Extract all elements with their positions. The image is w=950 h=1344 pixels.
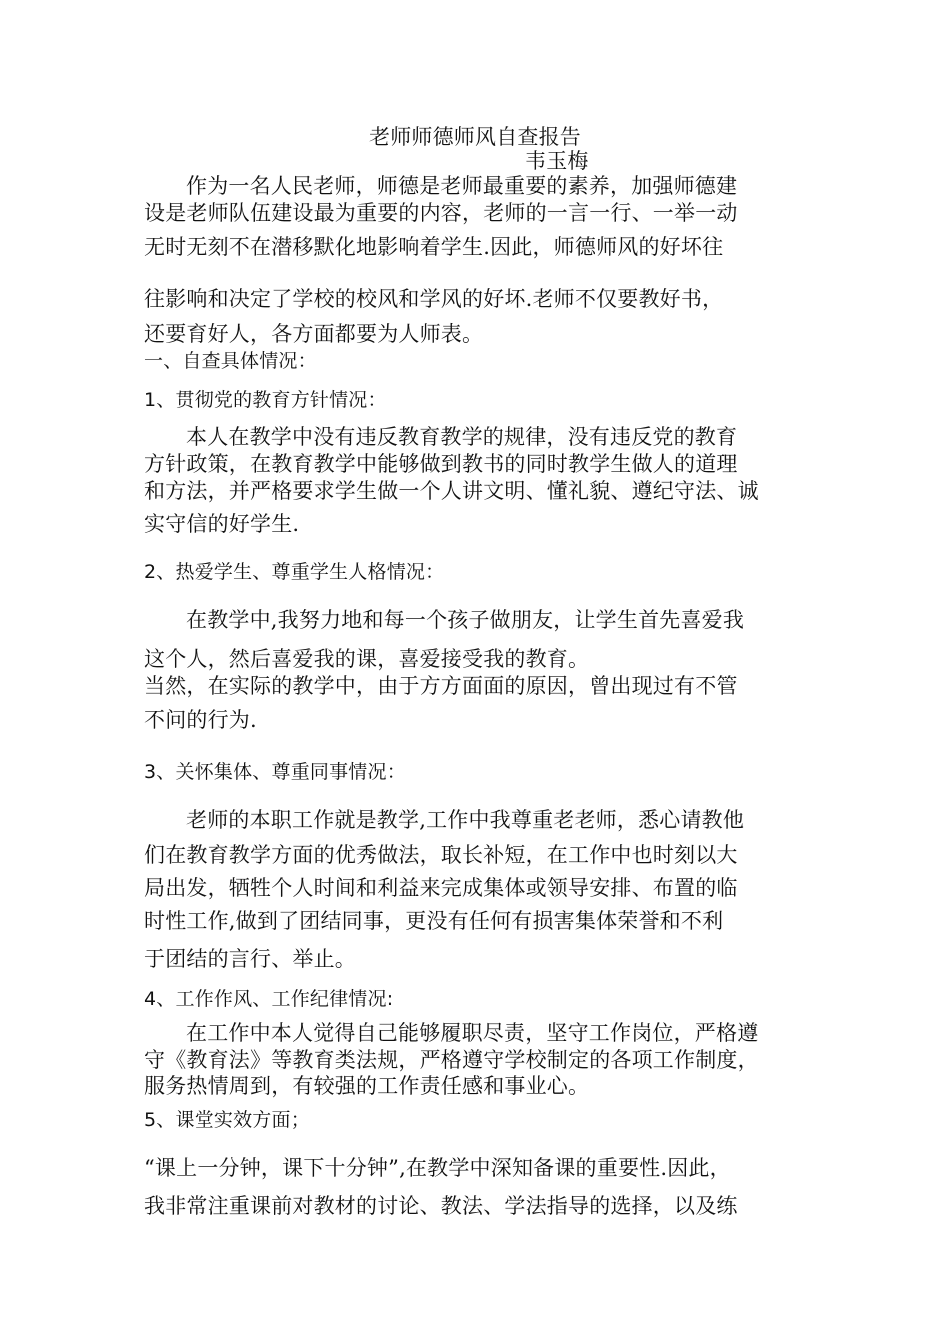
paragraph-line: 本人在教学中没有违反教育教学的规律，没有违反党的教育 [186,425,738,449]
paragraph-line: “课上一分钟，课下十分钟”,在教学中深知备课的重要性.因此， [144,1156,731,1180]
paragraph-line: 们在教育教学方面的优秀做法，取长补短，在工作中也时刻以大 [144,843,738,867]
document-author: 韦玉梅 [525,149,589,173]
subsection-heading: 1、贯彻党的教育方针情况： [144,389,387,411]
subsection-heading: 5、课堂实效方面； [144,1109,310,1131]
subsection-heading: 4、工作作风、工作纪律情况: [144,988,394,1010]
paragraph-line: 守《教育法》等教育类法规，严格遵守学校制定的各项工作制度， [144,1048,759,1072]
paragraph-line: 服务热情周到，有较强的工作责任感和事业心。 [144,1074,590,1098]
subsection-heading: 2、热爱学生、尊重学生人格情况： [144,561,445,583]
paragraph-line: 还要育好人，各方面都要为人师表。 [144,322,484,346]
paragraph-line: 我非常注重课前对教材的讨论、教法、学法指导的选择，以及练 [144,1194,738,1218]
section-heading: 一、自查具体情况： [144,350,317,372]
paragraph-line: 局出发，牺牲个人时间和利益来完成集体或领导安排、布置的临 [144,876,738,900]
paragraph-line: 方针政策，在教育教学中能够做到教书的同时教学生做人的道理 [144,452,738,476]
paragraph-line: 在教学中,我努力地和每一个孩子做朋友，让学生首先喜爱我 [186,608,745,632]
paragraph-line: 这个人，然后喜爱我的课，喜爱接受我的教育。 [144,647,590,671]
subsection-heading: 3、关怀集体、尊重同事情况： [144,761,406,783]
paragraph-line: 实守信的好学生. [144,512,300,536]
paragraph-line: 在工作中本人觉得自己能够履职尽责，坚守工作岗位，严格遵 [186,1021,759,1045]
document-title: 老师师德师风自查报告 [369,125,581,149]
paragraph-line: 作为一名人民老师，师德是老师最重要的素养，加强师德建 [186,174,738,198]
paragraph-line: 往影响和决定了学校的校风和学风的好坏.老师不仅要教好书， [144,287,724,311]
paragraph-line: 于团结的言行、举止。 [144,947,356,971]
paragraph-line: 设是老师队伍建设最为重要的内容，老师的一言一行、一举一动 [144,201,738,225]
paragraph-line: 不问的行为. [144,708,257,732]
paragraph-line: 和方法，并严格要求学生做一个人讲文明、懂礼貌、遵纪守法、诚 [144,479,759,503]
paragraph-line: 当然，在实际的教学中，由于方方面面的原因，曾出现过有不管 [144,674,738,698]
paragraph-line: 老师的本职工作就是教学,工作中我尊重老老师，悉心请教他 [186,808,745,832]
paragraph-line: 无时无刻不在潜移默化地影响着学生.因此，师德师风的好坏往 [144,235,724,259]
paragraph-line: 时性工作,做到了团结同事，更没有任何有损害集体荣誉和不利 [144,909,724,933]
